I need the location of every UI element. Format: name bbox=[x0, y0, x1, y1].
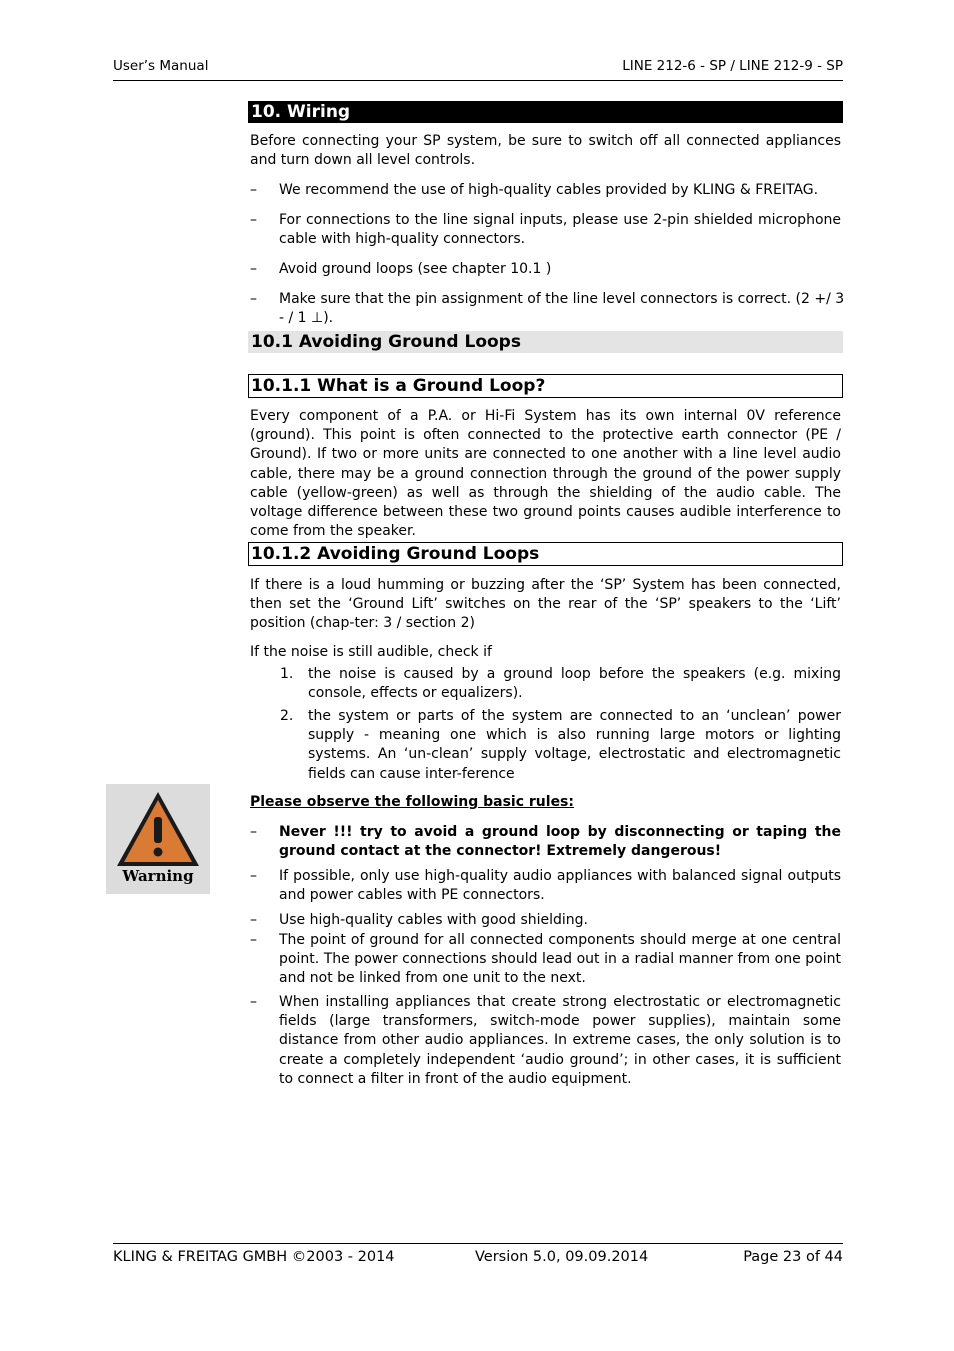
page-header bbox=[113, 58, 843, 81]
header-right: LINE 212-6 - SP / LINE 212-9 - SP bbox=[622, 58, 843, 74]
numbered-item: the noise is caused by a ground loop before the speakers (e.g. mixing console, effects or equalizers). bbox=[308, 666, 841, 702]
subsection-heading bbox=[248, 331, 843, 353]
check-paragraph: If the noise is still audible, check if bbox=[250, 644, 492, 660]
warning-box bbox=[106, 784, 210, 894]
section-title: 10. Wiring bbox=[251, 102, 351, 122]
rule-item: The point of ground for all connected components should merge at one central point. The power connections should lead out in a radial manner from one point and not be linked from one unit to the next. bbox=[279, 932, 841, 987]
rules-heading: Please observe the following basic rules: bbox=[250, 794, 574, 810]
bullet-dash: – bbox=[250, 182, 257, 198]
bullet-item: We recommend the use of high-quality cables provided by KLING & FREITAG. bbox=[279, 182, 819, 198]
footer-version: Version 5.0, 09.09.2014 bbox=[475, 1249, 649, 1265]
footer-copyright: KLING & FREITAG GMBH ©2003 - 2014 bbox=[113, 1249, 395, 1265]
subsubsection-title: 10.1.2 Avoiding Ground Loops bbox=[251, 544, 540, 564]
list-number: 2. bbox=[280, 708, 294, 724]
bullet-dash: – bbox=[250, 994, 257, 1010]
bullet-dash: – bbox=[250, 824, 257, 840]
section-heading-wiring bbox=[248, 101, 843, 123]
bullet-item: Avoid ground loops (see chapter 10.1 ) bbox=[279, 261, 552, 277]
bullet-dash: – bbox=[250, 912, 257, 928]
bullet-dash: – bbox=[250, 868, 257, 884]
warning-triangle-icon bbox=[114, 789, 202, 869]
header-left: User’s Manual bbox=[113, 58, 209, 74]
subsubsection-heading-what-is bbox=[248, 374, 843, 398]
rule-item: If possible, only use high-quality audio appliances with balanced signal outputs and power cables with PE connectors. bbox=[279, 868, 841, 904]
intro-paragraph: Before connecting your SP system, be sure to switch off all connected appliances and turn down all level controls. bbox=[250, 133, 841, 169]
bullet-dash: – bbox=[250, 932, 257, 948]
rule-item: Never !!! try to avoid a ground loop by disconnecting or taping the ground contact at the connector! Extremely dangerous! bbox=[279, 824, 841, 860]
numbered-item: the system or parts of the system are connected to an ‘unclean’ power supply - meaning one which is also running large motors or lighting systems. An ‘un-clean’ supply voltage, electrostatic and electromagnetic fields can cause inter-ference bbox=[308, 708, 841, 782]
bullet-item: For connections to the line signal inputs, please use 2-pin shielded microphone cable with high-quality connectors. bbox=[279, 212, 841, 248]
bullet-item: Make sure that the pin assignment of the line level connectors is correct. (2 +/ 3 - / 1 ⊥). bbox=[279, 291, 845, 327]
bullet-dash: – bbox=[250, 291, 257, 307]
bullet-dash: – bbox=[250, 212, 257, 228]
warning-label: Warning bbox=[122, 867, 194, 885]
list-number: 1. bbox=[280, 666, 294, 682]
avoiding-paragraph: If there is a loud humming or buzzing after the ‘SP’ System has been connected, then set the ‘Ground Lift’ switches on the rear of the ‘SP’ speakers to the ‘Lift’ position (chap-ter: 3 / section 2) bbox=[250, 577, 841, 632]
bullet-dash: – bbox=[250, 261, 257, 277]
rule-item: Use high-quality cables with good shielding. bbox=[279, 912, 588, 928]
subsubsection-title: 10.1.1 What is a Ground Loop? bbox=[251, 376, 546, 396]
page-footer bbox=[113, 1243, 843, 1274]
ground-loop-paragraph: Every component of a P.A. or Hi-Fi System has its own internal 0V reference (ground). This point is often connected to the protective earth connector (PE / Ground). If two or more units are connected to one another with a line level audio cable, there may be a ground connection through the ground of the power supply cable (yellow-green) as well as through the shielding of the audio cable. The voltage difference between these two ground points causes audible interference to come from the speaker. bbox=[250, 408, 841, 540]
subsection-title: 10.1 Avoiding Ground Loops bbox=[251, 332, 521, 352]
subsubsection-heading-avoiding bbox=[248, 542, 843, 566]
rule-item: When installing appliances that create strong electrostatic or electromagnetic fields (large transformers, switch-mode power supplies), maintain some distance from other audio appliances. In extreme cases, the only solution is to create a completely independent ‘audio ground’; in other cases, it is sufficient to connect a filter in front of the audio equipment. bbox=[279, 994, 841, 1087]
footer-page-number: Page 23 of 44 bbox=[743, 1249, 843, 1265]
